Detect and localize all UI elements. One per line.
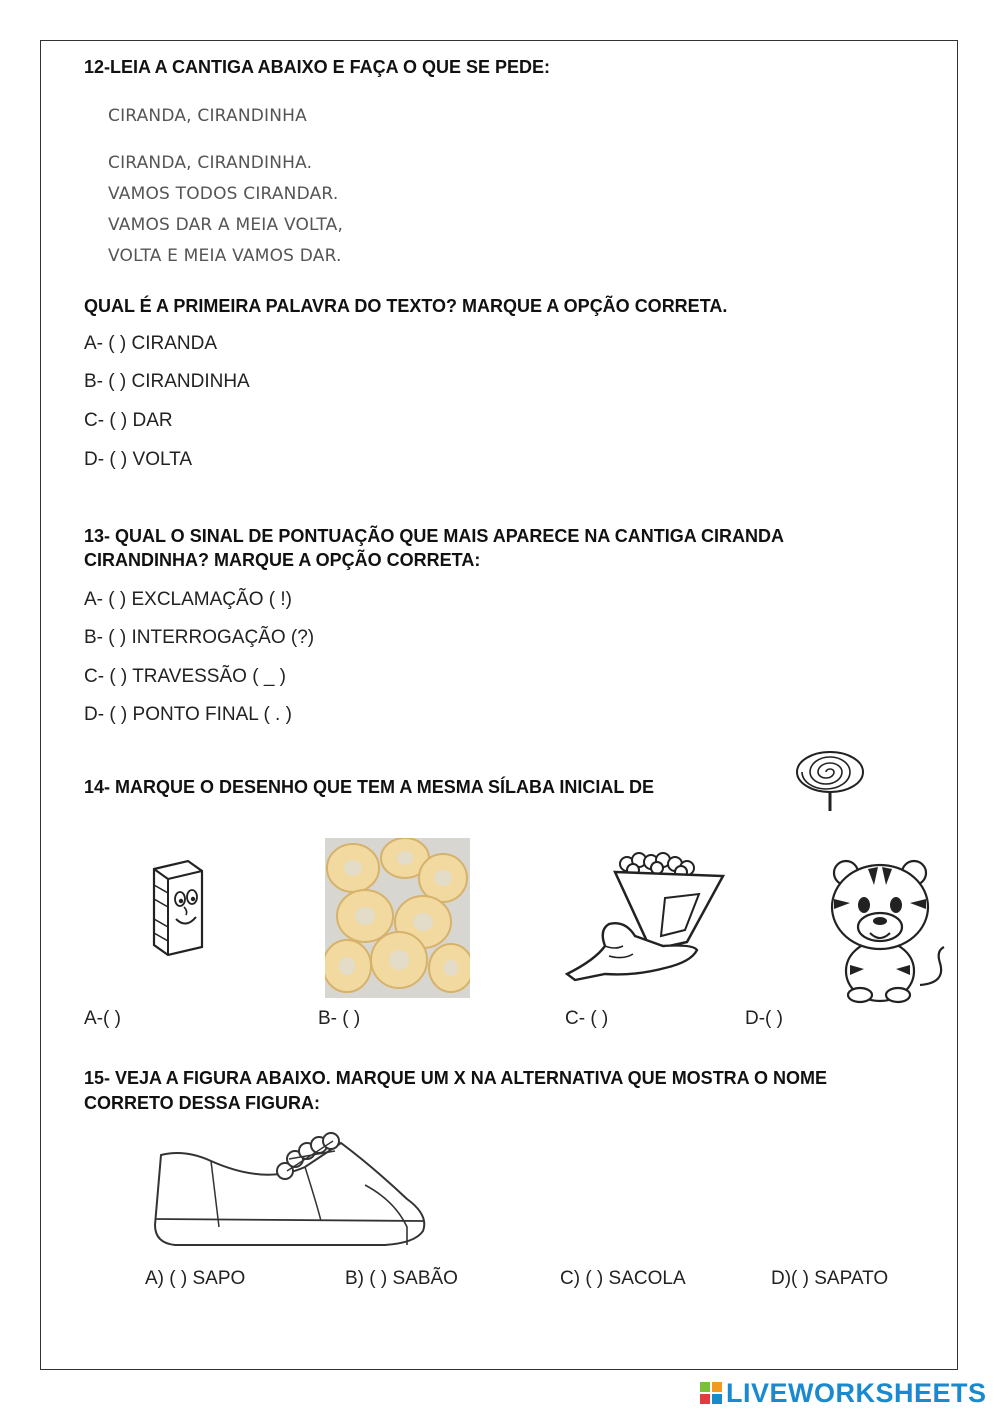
q14-option-b[interactable]: B- ( ) xyxy=(318,1008,361,1029)
q15-option-d[interactable]: D)( ) SAPATO xyxy=(771,1268,889,1289)
q14-option-c[interactable]: C- ( ) xyxy=(565,1008,609,1029)
poem-line: VAMOS DAR A MEIA VOLTA, xyxy=(108,215,344,235)
q12-question: QUAL É A PRIMEIRA PALAVRA DO TEXTO? MARQUE A OPÇÃO CORRETA. xyxy=(84,296,728,316)
poem-line: VOLTA E MEIA VAMOS DAR. xyxy=(108,246,342,266)
book-icon xyxy=(140,855,210,957)
biscuit-rings-image xyxy=(325,838,470,998)
tiger-icon xyxy=(820,855,950,1005)
q12-option-b[interactable]: B- ( ) CIRANDINHA xyxy=(84,371,250,392)
q12-title: 12-LEIA A CANTIGA ABAIXO E FAÇA O QUE SE PEDE: xyxy=(84,57,551,77)
poem-title: CIRANDA, CIRANDINHA xyxy=(108,106,307,126)
q15-option-c[interactable]: C) ( ) SACOLA xyxy=(560,1268,686,1289)
q13-option-c[interactable]: C- ( ) TRAVESSÃO ( _ ) xyxy=(84,666,286,687)
q15-option-b[interactable]: B) ( ) SABÃO xyxy=(345,1268,458,1289)
q14-title: 14- MARQUE O DESENHO QUE TEM A MESMA SÍLABA INICIAL DE xyxy=(84,777,655,797)
poem-line: CIRANDA, CIRANDINHA. xyxy=(108,153,313,173)
q12-option-c[interactable]: C- ( ) DAR xyxy=(84,410,173,431)
q14-option-a[interactable]: A-( ) xyxy=(84,1008,121,1029)
q13-option-d[interactable]: D- ( ) PONTO FINAL ( . ) xyxy=(84,704,292,725)
logo-blocks-icon xyxy=(700,1382,722,1404)
q14-option-d[interactable]: D-( ) xyxy=(745,1008,783,1029)
q13-option-a[interactable]: A- ( ) EXCLAMAÇÃO ( !) xyxy=(84,589,292,610)
popcorn-icon xyxy=(565,850,725,982)
q13-title-line2: CIRANDINHA? MARQUE A OPÇÃO CORRETA: xyxy=(84,550,481,570)
q12-option-a[interactable]: A- ( ) CIRANDA xyxy=(84,333,217,354)
q15-option-a[interactable]: A) ( ) SAPO xyxy=(145,1268,246,1289)
q13-title-line1: 13- QUAL O SINAL DE PONTUAÇÃO QUE MAIS APARECE NA CANTIGA CIRANDA xyxy=(84,526,785,546)
shoe-icon xyxy=(145,1115,430,1265)
liveworksheets-logo[interactable] xyxy=(700,1378,987,1408)
poem-line: VAMOS TODOS CIRANDAR. xyxy=(108,184,339,204)
q15-title-line1: 15- VEJA A FIGURA ABAIXO. MARQUE UM X NA ALTERNATIVA QUE MOSTRA O NOME xyxy=(84,1068,828,1088)
logo-text: LIVEWORKSHEETS xyxy=(726,1377,987,1408)
q12-option-d[interactable]: D- ( ) VOLTA xyxy=(84,449,193,470)
q15-title-line2: CORRETO DESSA FIGURA: xyxy=(84,1093,321,1113)
lollipop-icon xyxy=(792,750,868,812)
q13-option-b[interactable]: B- ( ) INTERROGAÇÃO (?) xyxy=(84,627,315,648)
